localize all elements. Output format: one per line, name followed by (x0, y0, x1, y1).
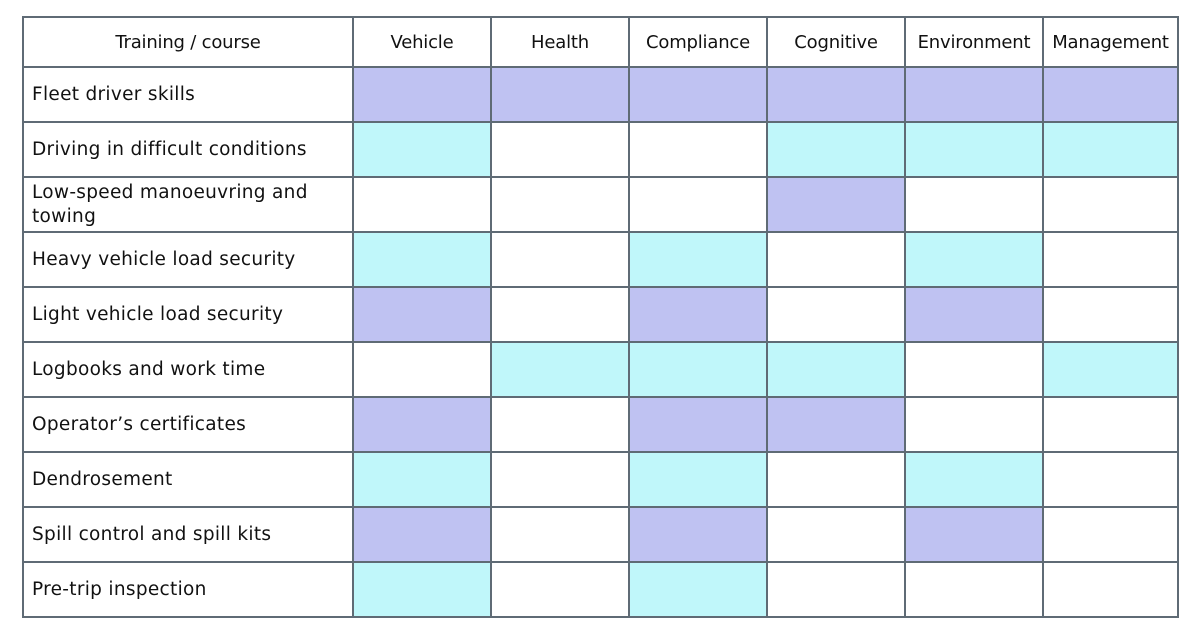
matrix-cell-health (491, 122, 629, 177)
matrix-cell-health (491, 397, 629, 452)
matrix-cell-health (491, 507, 629, 562)
matrix-cell-cognitive (767, 67, 905, 122)
matrix-cell-compliance (629, 232, 767, 287)
course-name-cell: Spill control and spill kits (23, 507, 353, 562)
matrix-cell-vehicle (353, 177, 491, 232)
course-name-cell: Pre-trip inspection (23, 562, 353, 617)
header-row (23, 17, 1178, 67)
course-name-cell: Logbooks and work time (23, 342, 353, 397)
matrix-cell-health (491, 177, 629, 232)
category-header-compliance: Compliance (629, 17, 767, 67)
table-row (23, 507, 1178, 562)
table-row (23, 287, 1178, 342)
matrix-cell-management (1043, 122, 1178, 177)
matrix-cell-vehicle (353, 287, 491, 342)
matrix-cell-compliance (629, 562, 767, 617)
category-header-management: Management (1043, 17, 1178, 67)
matrix-cell-health (491, 452, 629, 507)
matrix-cell-cognitive (767, 177, 905, 232)
matrix-cell-compliance (629, 507, 767, 562)
matrix-cell-environment (905, 507, 1043, 562)
matrix-cell-management (1043, 342, 1178, 397)
matrix-cell-vehicle (353, 507, 491, 562)
matrix-cell-environment (905, 562, 1043, 617)
table-row (23, 397, 1178, 452)
matrix-cell-cognitive (767, 397, 905, 452)
matrix-cell-vehicle (353, 67, 491, 122)
matrix-cell-vehicle (353, 452, 491, 507)
matrix-cell-environment (905, 397, 1043, 452)
training-matrix-table (22, 16, 1179, 618)
matrix-cell-vehicle (353, 232, 491, 287)
matrix-cell-vehicle (353, 562, 491, 617)
table-row (23, 177, 1178, 232)
matrix-cell-management (1043, 562, 1178, 617)
matrix-cell-environment (905, 287, 1043, 342)
matrix-cell-environment (905, 342, 1043, 397)
table-row (23, 122, 1178, 177)
matrix-cell-environment (905, 177, 1043, 232)
matrix-cell-cognitive (767, 562, 905, 617)
matrix-body (23, 67, 1178, 617)
matrix-cell-cognitive (767, 507, 905, 562)
matrix-cell-management (1043, 452, 1178, 507)
course-name-cell: Low-speed manoeuvring and towing (23, 177, 353, 232)
matrix-cell-management (1043, 507, 1178, 562)
category-header-vehicle: Vehicle (353, 17, 491, 67)
matrix-cell-cognitive (767, 232, 905, 287)
matrix-cell-vehicle (353, 342, 491, 397)
course-name-cell: Driving in difficult conditions (23, 122, 353, 177)
matrix-cell-environment (905, 67, 1043, 122)
matrix-cell-management (1043, 397, 1178, 452)
course-column-header: Training / course (23, 17, 353, 67)
matrix-cell-environment (905, 232, 1043, 287)
matrix-cell-health (491, 342, 629, 397)
category-header-health: Health (491, 17, 629, 67)
course-name-cell: Heavy vehicle load security (23, 232, 353, 287)
matrix-cell-environment (905, 452, 1043, 507)
matrix-cell-cognitive (767, 122, 905, 177)
matrix-cell-health (491, 232, 629, 287)
matrix-cell-cognitive (767, 287, 905, 342)
matrix-cell-management (1043, 232, 1178, 287)
matrix-cell-compliance (629, 177, 767, 232)
matrix-cell-management (1043, 287, 1178, 342)
matrix-cell-compliance (629, 287, 767, 342)
matrix-cell-cognitive (767, 342, 905, 397)
matrix-cell-compliance (629, 67, 767, 122)
matrix-cell-health (491, 562, 629, 617)
matrix-cell-environment (905, 122, 1043, 177)
matrix-cell-compliance (629, 397, 767, 452)
course-name-cell: Light vehicle load security (23, 287, 353, 342)
matrix-cell-compliance (629, 342, 767, 397)
matrix-cell-health (491, 67, 629, 122)
course-name-cell: Dendrosement (23, 452, 353, 507)
course-name-cell: Operator’s certificates (23, 397, 353, 452)
matrix-cell-cognitive (767, 452, 905, 507)
table-row (23, 232, 1178, 287)
matrix-cell-health (491, 287, 629, 342)
category-header-environment: Environment (905, 17, 1043, 67)
matrix-cell-management (1043, 67, 1178, 122)
table-row (23, 67, 1178, 122)
matrix-cell-vehicle (353, 122, 491, 177)
matrix-cell-compliance (629, 122, 767, 177)
table-row (23, 452, 1178, 507)
matrix-cell-compliance (629, 452, 767, 507)
table-row (23, 342, 1178, 397)
table-row (23, 562, 1178, 617)
matrix-cell-vehicle (353, 397, 491, 452)
category-header-cognitive: Cognitive (767, 17, 905, 67)
matrix-cell-management (1043, 177, 1178, 232)
course-name-cell: Fleet driver skills (23, 67, 353, 122)
